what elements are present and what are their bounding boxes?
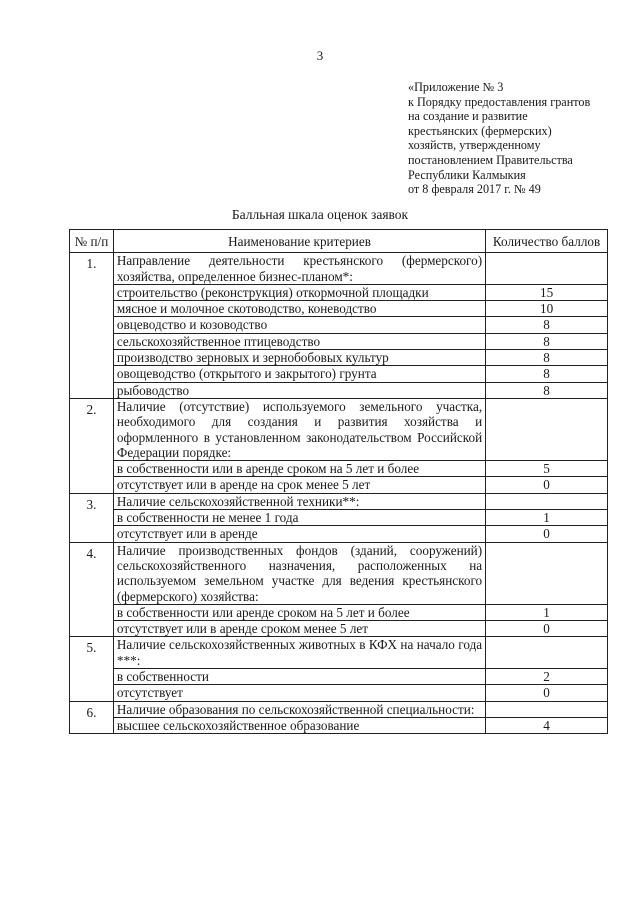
criterion-label: овцеводство и козоводство (113, 317, 485, 333)
table-row (70, 621, 608, 637)
appendix-line: Республики Калмыкия (408, 167, 526, 182)
criterion-label: строительство (реконструкция) откормочной площадки (113, 284, 485, 300)
table-row (70, 669, 608, 685)
table-row (70, 526, 608, 542)
criterion-label: в собственности не менее 1 года (113, 510, 485, 526)
empty-points-cell (486, 493, 608, 509)
appendix-line: на создание и развитие (408, 109, 528, 124)
group-title: Направление деятельности крестьянского (фермерского) хозяйства, определенное бизнес-планом*: (113, 253, 485, 285)
document-title: Балльная шкала оценок заявок (231, 207, 409, 222)
criterion-label: отсутствует (113, 685, 485, 701)
points-value: 10 (486, 301, 608, 317)
points-value: 8 (486, 350, 608, 366)
group-number: 4. (70, 542, 114, 637)
table-row (70, 301, 608, 317)
table-row (70, 461, 608, 477)
group-number: 5. (70, 637, 114, 701)
criterion-label: в собственности или аренде сроком на 5 лет и более (113, 604, 485, 620)
criterion-label: отсутствует или в аренде сроком менее 5 лет (113, 621, 485, 637)
points-value: 15 (486, 284, 608, 300)
table-row (70, 717, 608, 733)
empty-points-cell (486, 701, 608, 717)
group-title-row (70, 701, 608, 717)
criterion-label: в собственности (113, 669, 485, 685)
points-value: 8 (486, 333, 608, 349)
criterion-label: отсутствует или в аренде (113, 526, 485, 542)
group-title: Наличие образования по сельскохозяйственной специальности: (113, 701, 485, 717)
appendix-reference (408, 80, 633, 197)
group-number: 1. (70, 253, 114, 399)
table-header-row (70, 230, 608, 253)
appendix-line: к Порядку предоставления грантов (408, 94, 591, 109)
header-criteria: Наименование критериев (113, 230, 485, 253)
points-value: 0 (486, 621, 608, 637)
table-row (70, 477, 608, 493)
points-value: 8 (486, 317, 608, 333)
points-value: 8 (486, 366, 608, 382)
group-title: Наличие сельскохозяйственных животных в КФХ на начало года ***: (113, 637, 485, 669)
criterion-label: производство зерновых и зернобобовых культур (113, 350, 485, 366)
group-title: Наличие производственных фондов (зданий, сооружений) сельскохозяйственного назначения, расположенных на используемом земельном участке для ведения крестьянского (фермерского) хозяйства: (113, 542, 485, 604)
group-number: 6. (70, 701, 114, 734)
appendix-line: от 8 февраля 2017 г. № 49 (408, 182, 541, 197)
empty-points-cell (486, 637, 608, 669)
group-title-row (70, 398, 608, 460)
empty-points-cell (486, 253, 608, 285)
scoring-table (69, 229, 608, 734)
group-title-row (70, 542, 608, 604)
criterion-label: сельскохозяйственное птицеводство (113, 333, 485, 349)
points-value: 8 (486, 382, 608, 398)
criterion-label: высшее сельскохозяйственное образование (113, 717, 485, 733)
table-row (70, 284, 608, 300)
header-number: № п/п (70, 230, 114, 253)
criterion-label: отсутствует или в аренде на срок менее 5 лет (113, 477, 485, 493)
criterion-label: овощеводство (открытого и закрытого) грунта (113, 366, 485, 382)
table-row (70, 382, 608, 398)
group-number: 2. (70, 398, 114, 493)
points-value: 0 (486, 526, 608, 542)
table-row (70, 685, 608, 701)
points-value: 1 (486, 604, 608, 620)
group-title-row (70, 637, 608, 669)
points-value: 2 (486, 669, 608, 685)
group-number: 3. (70, 493, 114, 542)
header-points: Количество баллов (486, 230, 608, 253)
page-number: 3 (316, 48, 324, 63)
table-row (70, 317, 608, 333)
appendix-line: «Приложение № 3 (408, 80, 504, 94)
table-row (70, 604, 608, 620)
criterion-label: рыбоводство (113, 382, 485, 398)
table-row (70, 350, 608, 366)
table-row (70, 333, 608, 349)
appendix-line: постановлением Правительства (408, 152, 573, 167)
points-value: 5 (486, 461, 608, 477)
points-value: 1 (486, 510, 608, 526)
group-title: Наличие сельскохозяйственной техники**: (113, 493, 485, 509)
appendix-line: хозяйств, утвержденному (408, 138, 541, 153)
table-row (70, 366, 608, 382)
criterion-label: в собственности или в аренде сроком на 5 лет и более (113, 461, 485, 477)
group-title-row (70, 493, 608, 509)
points-value: 4 (486, 717, 608, 733)
empty-points-cell (486, 398, 608, 460)
criterion-label: мясное и молочное скотоводство, коневодство (113, 301, 485, 317)
points-value: 0 (486, 685, 608, 701)
table-row (70, 510, 608, 526)
appendix-line: крестьянских (фермерских) (408, 123, 552, 138)
points-value: 0 (486, 477, 608, 493)
group-title-row (70, 253, 608, 285)
empty-points-cell (486, 542, 608, 604)
group-title: Наличие (отсутствие) используемого земельного участка, необходимого для создания и развития хозяйства и оформленного в установленном законодательством Российской Федерации порядке: (113, 398, 485, 460)
